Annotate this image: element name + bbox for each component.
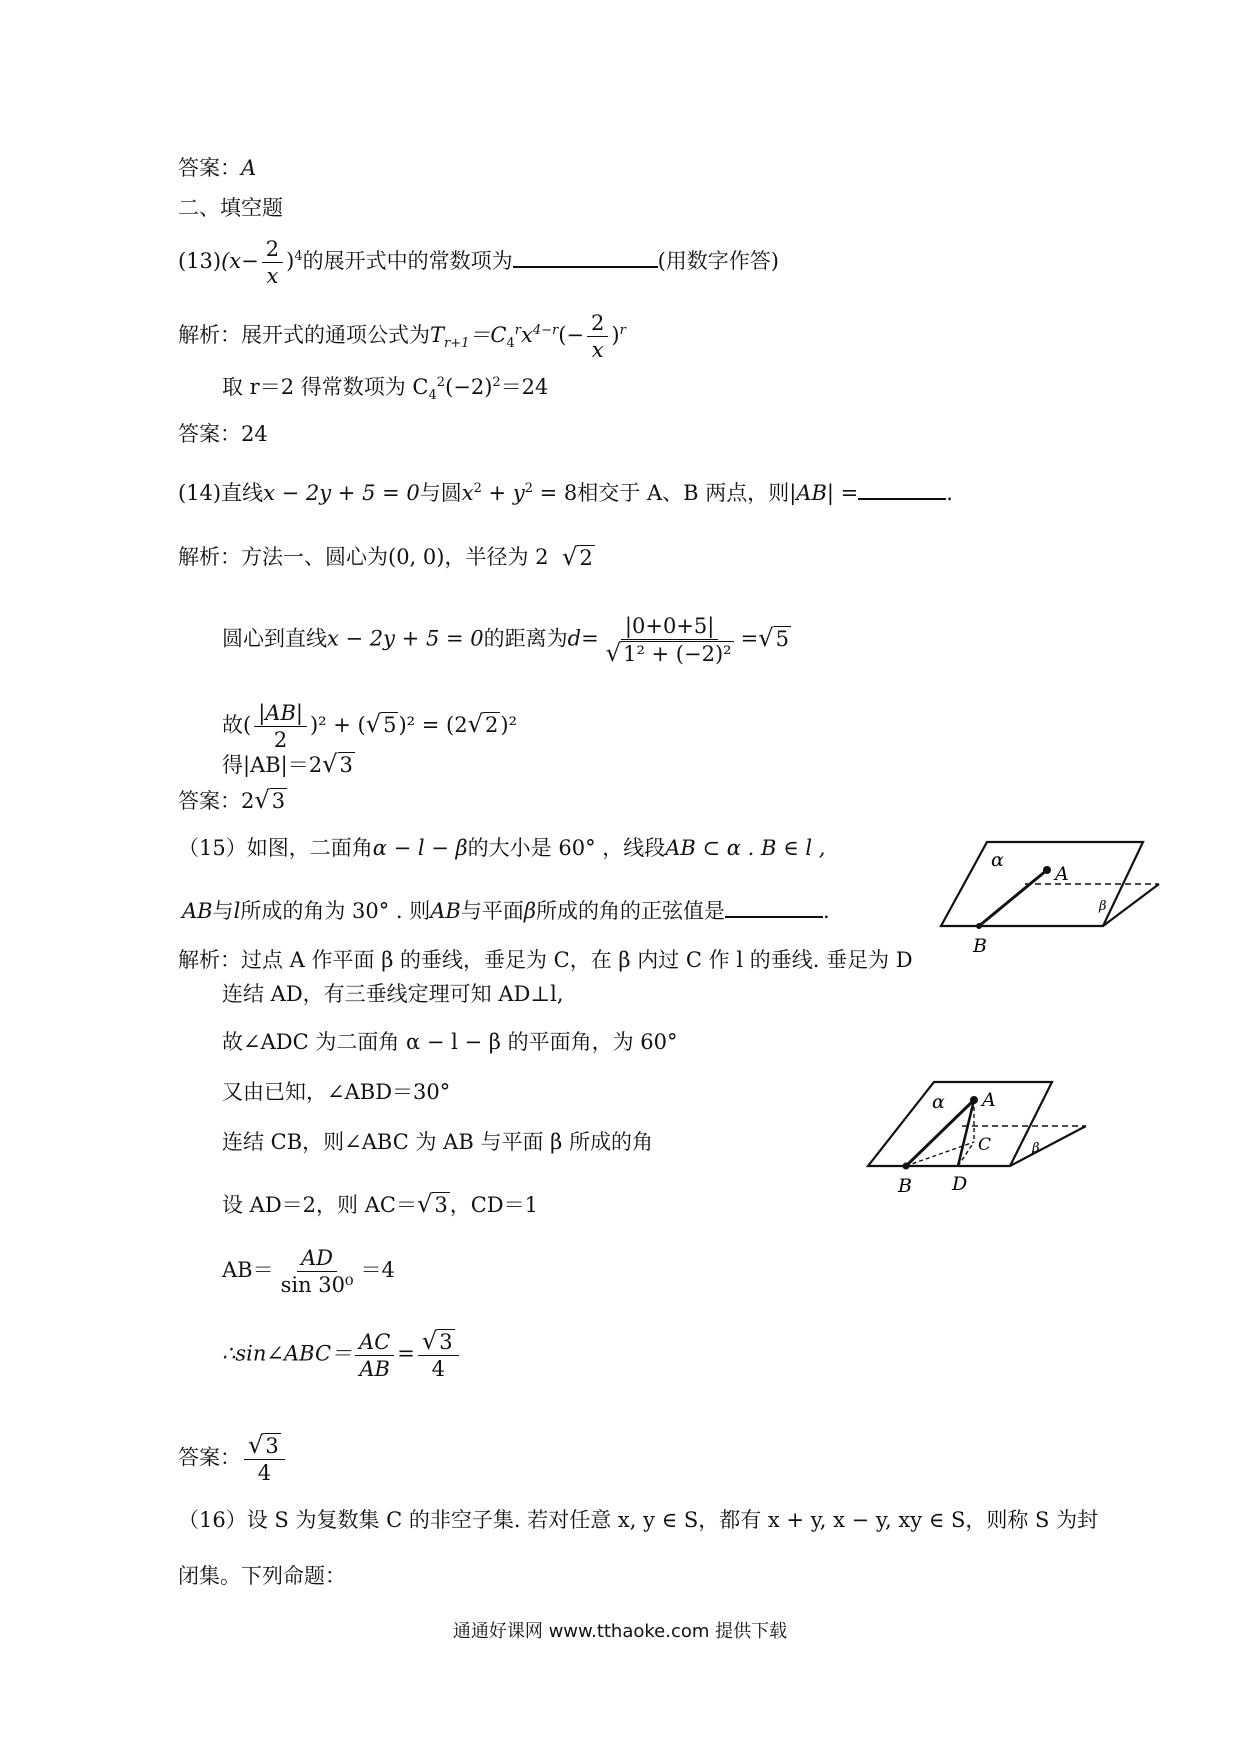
- q15-blank: [725, 896, 823, 918]
- q15-answer: 答案： $\frac{√3}{4}$: [178, 1432, 288, 1486]
- section-title: 二、填空题: [178, 196, 283, 220]
- plane-alpha: [941, 842, 1143, 926]
- q14-blank: [858, 478, 946, 500]
- svg-text:B: B: [973, 935, 987, 957]
- q15-question-line1: （15）如图，二面角α − l − β的大小是 60° ，线段AB ⊂ α . B ∈ l ,: [178, 836, 826, 860]
- q15-solution-6: 设 AD＝2，则 AC＝√3，CD＝1: [222, 1190, 538, 1218]
- segment-ad: [958, 1100, 974, 1166]
- q15-solution-2: 连结 AD，有三垂线定理可知 AD⊥l,: [222, 982, 564, 1006]
- q13-question: (13)(x− $\frac{2}{x}$ )$^4$的展开式中的常数项为 (用数字作答): [178, 237, 779, 288]
- svg-text:A: A: [982, 1089, 996, 1111]
- q15-solution-8: ∴sin∠ABC＝ $\frac{AC}{AB}$ = $\frac{√3}{4}$: [222, 1328, 462, 1382]
- footer-source: 通通好课网 www.tthaoke.com 提供下载: [452, 1621, 788, 1642]
- q14-solution-line3: 故( $\frac{|AB|}{2}$ )² + (√5)² = (2√2)²: [222, 701, 517, 752]
- svg-text:β: β: [1099, 899, 1107, 914]
- dihedral-figure-2: [862, 1070, 1102, 1200]
- q16-line2: 闭集。下列命题：: [178, 1564, 346, 1588]
- q14-solution-line4: 得|AB|＝2√3: [222, 750, 353, 778]
- q15-solution-4: 又由已知，∠ABD＝30°: [222, 1080, 451, 1104]
- q16-line1: （16）设 S 为复数集 C 的非空子集. 若对任意 x, y ∈ S，都有 x + y, x − y, xy ∈ S，则称 S 为封: [178, 1508, 1099, 1532]
- q13-solution: 解析：展开式的通项公式为$T_{r+1}=C_4^rx^{4-r}(-$ $\frac{2}{x}$ )$^r$: [178, 311, 626, 362]
- svg-text:β: β: [1032, 1141, 1040, 1156]
- q15-solution-1: 解析：过点 A 作平面 β 的垂线，垂足为 C，在 β 内过 C 作 l 的垂线. 垂足为 D: [178, 948, 913, 972]
- q14-solution-line1: 解析：方法一、圆心为(0, 0)，半径为 2: [178, 545, 549, 569]
- svg-text:α: α: [932, 1091, 945, 1113]
- q15-question-line2: AB与l所成的角为 30° . 则AB与平面β所成的角的正弦值是 .: [182, 896, 830, 925]
- q13-answer: 答案：24: [178, 422, 268, 446]
- answer-12: 答案：A: [178, 156, 257, 180]
- q15-solution-5: 连结 CB，则∠ABC 为 AB 与平面 β 所成的角: [222, 1130, 653, 1154]
- q15-solution-3: 故∠ADC 为二面角 α − l − β 的平面角，为 60°: [222, 1030, 678, 1054]
- q14-question: (14)直线x − 2y + 5 = 0与圆$x^2 + y^2 = 8$相交于 A、B 两点，则|AB| = .: [178, 478, 953, 507]
- svg-text:D: D: [952, 1173, 968, 1195]
- svg-text:A: A: [1055, 863, 1069, 885]
- q14-radius-sqrt: √2: [562, 543, 593, 571]
- dihedral-figure-1: [935, 830, 1175, 960]
- q15-solution-7: AB＝ $\frac{AD}{\text{sin 30⁰}}$ ＝4: [222, 1246, 395, 1297]
- svg-text:α: α: [991, 849, 1004, 871]
- q14-distance-fraction: $\frac{|0+0+5|}{\text{√1² + (−2)²}}$: [605, 614, 732, 667]
- q14-solution-line2: 圆心到直线x − 2y + 5 = 0的距离为d= $\frac{|0+0+5|}{\text{√1² + (−2)²}}$ =√5: [222, 614, 789, 667]
- q13-blank: [513, 246, 658, 268]
- segment-ab: [979, 870, 1047, 926]
- svg-text:B: B: [898, 1175, 912, 1197]
- q14-answer: 答案：2√3: [178, 786, 286, 814]
- q13-fraction: $\frac{2}{x}$: [262, 236, 283, 289]
- q13-step: 取 r＝2 得常数项为 $C_4^2(-2)^2=24$: [222, 375, 549, 404]
- svg-text:C: C: [978, 1135, 992, 1155]
